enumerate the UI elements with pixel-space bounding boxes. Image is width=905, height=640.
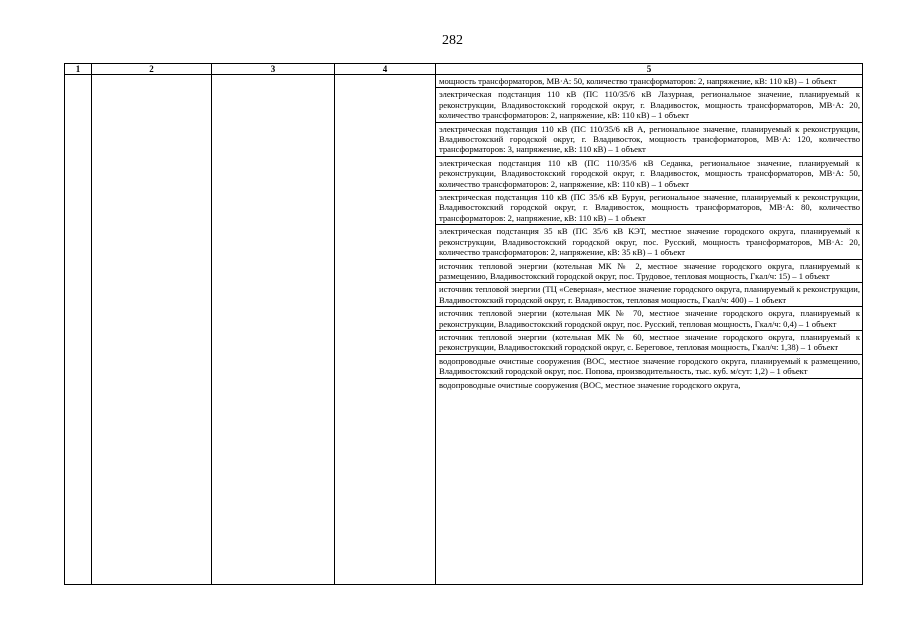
list-item: водопроводные очистные сооружения (ВОС, местное значение городского округа, bbox=[436, 378, 863, 391]
page-number: 282 bbox=[442, 33, 463, 48]
list-item: источник тепловой энергии (котельная МК № 60, местное значение городского округа, планируемый к реконструкции, Владивостокский городской округ, с. Береговое, тепловая мощность, Гкал/ч: 1,38) – 1 объект bbox=[436, 330, 863, 354]
list-item: электрическая подстанция 110 кВ (ПС 35/6 кВ Бурун, региональное значение, планируемый к реконструкции, Владивостокский городской округ, г. Владивосток, мощность трансформаторов, МВ·А: 80, количество трансформаторов: 2, напряжение, кВ: 110 кВ) – 1 объект bbox=[436, 190, 863, 224]
document-table bbox=[64, 63, 863, 585]
column-4-cell bbox=[335, 75, 436, 585]
table-row bbox=[65, 75, 863, 585]
column-5-cell bbox=[436, 75, 863, 585]
list-item: электрическая подстанция 110 кВ (ПС 110/35/6 кВ Лазурная, региональное значение, планируемый к реконструкции, Владивостокский городской округ, г. Владивосток, мощность трансформаторов, МВ·А: 20, количество трансформаторов: 2, напряжение, кВ: 110 кВ) – 1 объект bbox=[436, 87, 863, 121]
column-header-1: 1 bbox=[65, 64, 92, 75]
column-header-3: 3 bbox=[212, 64, 335, 75]
column-header-2: 2 bbox=[92, 64, 212, 75]
column-header-5: 5 bbox=[436, 64, 863, 75]
list-item: электрическая подстанция 35 кВ (ПС 35/6 кВ КЭТ, местное значение городского округа, планируемый к реконструкции, Владивостокский городской округ, пос. Русский, мощность трансформаторов, МВ·А: 20, количество трансформаторов: 2, напряжение, кВ: 35 кВ) – 1 объект bbox=[436, 224, 863, 258]
list-item: мощность трансформаторов, МВ·А: 50, количество трансформаторов: 2, напряжение, кВ: 110 кВ) – 1 объект bbox=[439, 76, 837, 86]
list-item: источник тепловой энергии (котельная МК № 2, местное значение городского округа, планируемый к размещению, Владивостокский городской округ, пос. Трудовое, тепловая мощность, Гкал/ч: 15) – 1 объект bbox=[436, 259, 863, 283]
column-3-cell bbox=[212, 75, 335, 585]
list-item: электрическая подстанция 110 кВ (ПС 110/35/6 кВ Седанка, региональное значение, планируемый к реконструкции, Владивостокский городской округ, г. Владивосток, мощность трансформаторов, МВ·А: 50, количество трансформаторов: 2, напряжение, кВ: 110 кВ) – 1 объект bbox=[436, 156, 863, 190]
table-header-row bbox=[65, 64, 863, 75]
column-header-4: 4 bbox=[335, 64, 436, 75]
list-item: источник тепловой энергии (котельная МК № 70, местное значение городского округа, планируемый к реконструкции, Владивостокский городской округ, пос. Русский, тепловая мощность, Гкал/ч: 0,4) – 1 объект bbox=[436, 306, 863, 330]
object-list bbox=[436, 75, 863, 391]
column-2-cell bbox=[92, 75, 212, 585]
column-1-cell bbox=[65, 75, 92, 585]
list-item: водопроводные очистные сооружения (ВОС, местное значение городского округа, планируемый к размещению, Владивостокский городской округ, пос. Попова, производительность, тыс. куб. м/сут: 1,2) – 1 объект bbox=[436, 354, 863, 378]
list-item: источник тепловой энергии (ТЦ «Северная», местное значение городского округа, планируемый к реконструкции, Владивостокский городской округ, г. Владивосток, тепловая мощность, Гкал/ч: 400) – 1 объект bbox=[436, 282, 863, 306]
list-item: электрическая подстанция 110 кВ (ПС 110/35/6 кВ А, региональное значение, планируемый к реконструкции, Владивостокский городской округ, г. Владивосток, мощность трансформаторов, МВ·А: 120, количество трансформаторов: 3, напряжение, кВ: 110 кВ) – 1 объект bbox=[436, 122, 863, 156]
